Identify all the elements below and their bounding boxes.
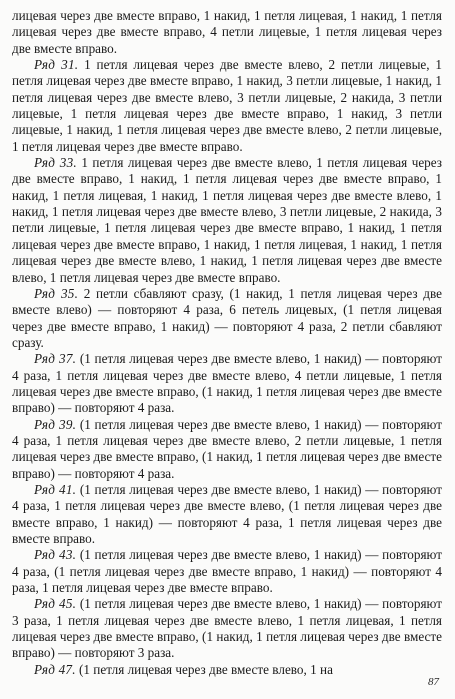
paragraph-row-47	[12, 662, 442, 678]
paragraph-row-37	[12, 351, 442, 416]
page-text	[12, 8, 442, 678]
paragraph-text: 2 петли сбавляют сразу, (1 накид, 1 петля лицевая через две вместе влево) — повторяют 4 раза, 6 петель лицевых, (1 петля лицевая через две вместе вправо, 1 накид) — повторяют 4 раза, 2 петли сбавляют сразу.	[12, 285, 442, 350]
row-label: Ряд 39.	[34, 416, 77, 432]
row-label: Ряд 31.	[34, 57, 79, 73]
paragraph-row-33	[12, 155, 442, 286]
row-label: Ряд 43.	[34, 547, 77, 563]
paragraph-row-41	[12, 482, 442, 547]
paragraph-row-45	[12, 596, 442, 661]
row-label: Ряд 47.	[34, 661, 76, 677]
row-label: Ряд 33.	[34, 155, 77, 171]
row-label: Ряд 37.	[34, 351, 77, 367]
paragraph-row-43	[12, 547, 442, 596]
paragraph-text: (1 петля лицевая через две вместе влево, 1 накид) — повторяют 4 раза, (1 петля лицевая через две вместе вправо, 1 накид) — повторяют 4 раза, 1 петля лицевая через две вместе вправо.	[12, 547, 443, 596]
row-label: Ряд 41.	[34, 481, 77, 497]
paragraph-row-35	[12, 286, 442, 351]
paragraph-text: 1 петля лицевая через две вместе влево, 2 петли лицевые, 1 петля лицевая через две вместе вправо, 1 накид, 3 петли лицевые, 1 накид, 1 петля лицевая через две вместе влево, 3 петли лицевые, 2 накида, 3 петли лицевые, 1 петля лицевая через две вместе вправо, 1 накид, 3 петли лицевые, 1 накид, 1 петля лицевая через две вместе влево, 2 петли лицевые, 1 петля лицевая через две вместе вправо.	[12, 57, 443, 154]
paragraph-continuation	[12, 8, 442, 57]
row-label: Ряд 45.	[34, 596, 77, 612]
row-label: Ряд 35.	[34, 285, 79, 301]
paragraph-text: (1 петля лицевая через две вместе влево, 1 накид) — повторяют 4 раза, 1 петля лицевая через две вместе влево, 4 петли лицевые, 1 петля лицевая через две вместе вправо, (1 накид, 1 петля лицевая через две вместе вправо) — повторяют 4 раза.	[12, 351, 443, 416]
paragraph-row-31	[12, 57, 442, 155]
paragraph-text: 1 петля лицевая через две вместе влево, 1 петля лицевая через две вместе вправо, 1 накид, 1 петля лицевая через две вместе вправо, 1 накид, 1 петля лицевая, 1 накид, 1 петля лицевая через две вместе влево, 1 накид, 1 петля лицевая через две вместе влево, 3 петли лицевые, 2 накида, 3 петли лицевые, 1 петля лицевая через две вместе вправо, 1 накид, 1 петля лицевая через две вместе вправо, 1 накид, 1 петля лицевая, 1 накид, 1 петля лицевая через две вместе влево, 1 накид, 1 петля лицевая через две вместе влево, 1 петля лицевая через две вместе вправо.	[12, 155, 442, 285]
paragraph-text: (1 петля лицевая через две вместе влево, 1 на	[79, 661, 333, 677]
paragraph-text: лицевая через две вместе вправо, 1 накид, 1 петля лицевая, 1 накид, 1 петля лицевая через две вместе вправо, 4 петли лицевые, 1 петля лицевая через две вместе вправо.	[12, 8, 442, 56]
page-number: 87	[428, 676, 439, 688]
paragraph-row-39	[12, 417, 442, 482]
paragraph-text: (1 петля лицевая через две вместе влево, 1 накид) — повторяют 4 раза, 1 петля лицевая через две вместе влево, 2 петли лицевые, 1 петля лицевая через две вместе вправо, (1 накид, 1 петля лицевая через две вместе вправо) — повторяют 4 раза.	[12, 416, 443, 481]
paragraph-text: (1 петля лицевая через две вместе влево, 1 накид) — повторяют 3 раза, 1 петля лицевая через две вместе влево, 1 петля лицевая, 1 петля лицевая через две вместе вправо, (1 накид, 1 петля лицевая через две вместе вправо) — повторяют 3 раза.	[12, 596, 443, 661]
paragraph-text: (1 петля лицевая через две вместе влево, 1 накид) — повторяют 4 раза, 1 петля лицевая через две вместе влево, (1 петля лицевая через две вместе вправо, 1 накид) — повторяют 4 раза, 1 петля лицевая через две вместе вправо.	[12, 481, 443, 546]
